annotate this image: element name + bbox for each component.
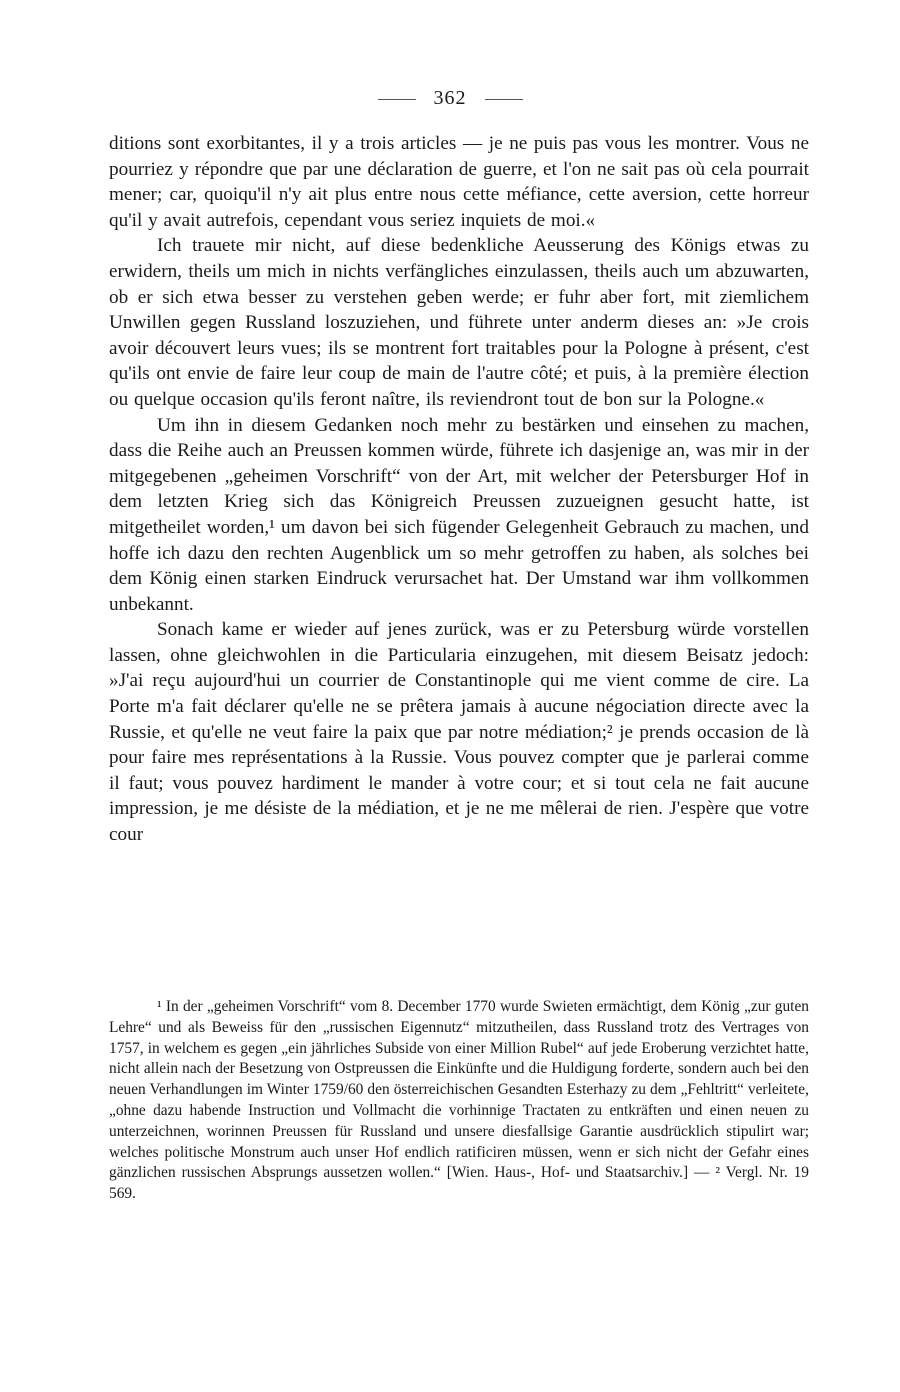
page-number: 362 (433, 87, 467, 109)
body-text (109, 131, 809, 848)
paragraph: Ich trauete mir nicht, auf diese bedenkliche Aeusserung des Königs etwas zu erwidern, theils um mich in nichts verfängliches einzulassen, theils auch um abzuwarten, ob er sich etwa besser zu verstehen geben werde; er fuhr aber fort, mit ziemlichem Unwillen gegen Russland loszuziehen, und führete unter anderm dieses an: »Je crois avoir découvert leurs vues; ils se montrent fort traitables pour la Pologne à présent, c'est qu'ils ont envie de faire leur coup de main de l'autre côté; et puis, à la première élection ou quelque occasion qu'ils feront naître, ils reviendront tout de bon sur la Pologne.« (109, 235, 809, 410)
paragraph: Um ihn in diesem Gedanken noch mehr zu bestärken und einsehen zu machen, dass die Reihe auch an Preussen kommen würde, führete ich dasjenige an, was mir in der mitgegebenen „geheimen Vorschrift“ von der Art, mit welcher der Petersburger Hof in dem letzten Krieg sich das Königreich Preussen zuzueignen gesucht hatte, ist mitgetheilet worden,¹ um davon bei sich fügender Gelegenheit Gebrauch zu machen, und hoffe ich dazu den rechten Augenblick um so mehr getroffen zu haben, als solches bei dem König einen starken Eindruck verursachet hat. Der Umstand war ihm vollkommen unbekannt. (109, 414, 809, 615)
paragraph-continued: ditions sont exorbitantes, il y a trois articles — je ne puis pas vous les montrer. Vous ne pourriez y répondre que par une déclaration de guerre, et l'on ne sait pas où cela pourrait mener; car, quoiqu'il n'y ait plus entre nous cette méfiance, cette aversion, cette horreur qu'il y avait autrefois, cependant vous seriez inquiets de moi.« (109, 133, 809, 231)
paragraph: Sonach kame er wieder auf jenes zurück, was er zu Petersburg würde vorstellen lassen, ohne gleichwohlen in die Particularia einzugehen, mit diesem Beisatz jedoch: »J'ai reçu aujourd'hui un courrier de Constantinople qui me vient comme de cire. La Porte m'a fait déclarer qu'elle ne se prêtera jamais à aucune négociation directe avec la Russie, et qu'elle ne veut faire la paix que par notre médiation;² je prends occasion de là pour faire mes représentations à la Russie. Vous pouvez compter que je parlerai comme il faut; vous pouvez hardiment le mander à votre cour; et si tout cela ne fait aucune impression, je me désiste de la médiation, et je ne me mêlerai de rien. J'espère que votre cour (109, 619, 809, 846)
footnote: ¹ In der „geheimen Vorschrift“ vom 8. December 1770 wurde Swieten ermächtigt, dem König „zur guten Lehre“ und als Beweiss für den „russischen Eigennutz“ mitzutheilen, dass Russland trotz des Vertrages von 1757, in welchem es gegen „ein jährliches Subside von einer Million Rubel“ auf jede Eroberung verzichtet hatte, nicht allein nach der Besetzung von Ostpreussen die Einkünfte und die Huldigung forderte, sondern auch bei den neuen Verhandlungen im Winter 1759/60 den österreichischen Gesandten Esterhazy zu dem „Fehltritt“ verleitete, „ohne dazu habende Instruction und Vollmacht die vorhinnige Tractaten zu entkräften und einen neuen zu unterzeichnen, worinnen Preussen für Russland und unsere diesfallsige Garantie ausdrücklich stipulirt war; welches politische Monstrum auch unser Hof endlich ratificiren müssen, wenn er sich nicht der Gefahr eines gänzlichen russischen Absprungs aussetzen wollen.“ [Wien. Haus-, Hof- und Staatsarchiv.] — ² Vergl. Nr. 19 569. (109, 998, 809, 1203)
page-header (0, 86, 900, 110)
header-rule-left (378, 99, 416, 100)
header-rule-right (485, 99, 523, 100)
footnotes (109, 997, 809, 1205)
